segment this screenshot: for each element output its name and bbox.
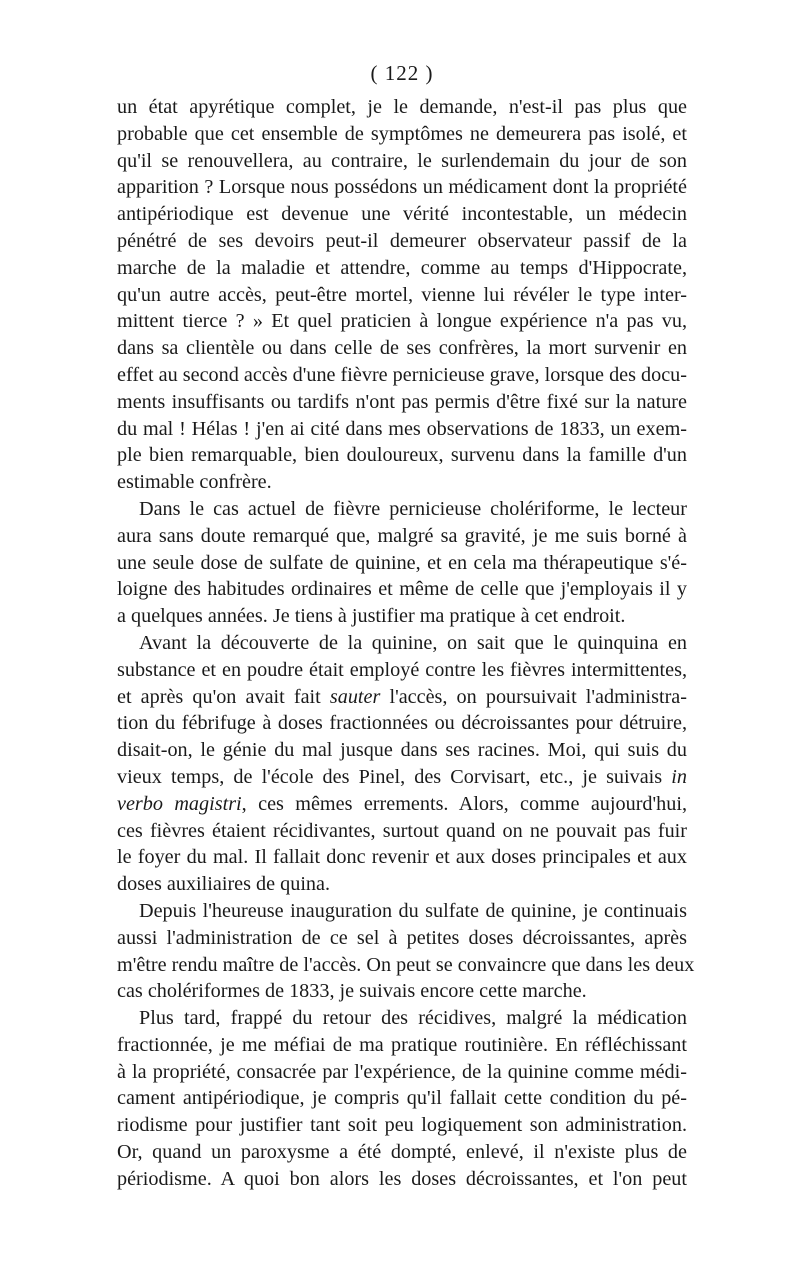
text-line: le foyer du mal. Il fallait donc revenir et aux doses principales et aux xyxy=(117,846,687,869)
text-line: substance et en poudre était employé contre les fièvres intermittentes, xyxy=(117,658,687,681)
text-line: verbo magistri, ces mêmes errements. Alors, comme aujourd'hui, xyxy=(117,792,687,815)
paragraph xyxy=(117,94,687,496)
text-line: qu'il se renouvellera, au contraire, le surlendemain du jour de son xyxy=(117,149,687,172)
text-line: estimable confrère. xyxy=(117,471,272,494)
text-line: loigne des habitudes ordinaires et même de celle que j'employais il y xyxy=(117,578,687,601)
text-line: apparition ? Lorsque nous possédons un médicament dont la propriété xyxy=(117,176,687,199)
text-line: du mal ! Hélas ! j'en ai cité dans mes observations de 1833, un exem- xyxy=(117,417,687,440)
text-line: m'être rendu maître de l'accès. On peut se convaincre que dans les deux xyxy=(117,953,695,976)
text-line: ments insuffisants ou tardifs n'ont pas permis d'être fixé sur la nature xyxy=(117,390,687,413)
text-line: disait-on, le génie du mal jusque dans ses racines. Moi, qui suis du xyxy=(117,739,687,762)
paragraph xyxy=(117,496,687,630)
text-line: et après qu'on avait fait sauter l'accès, on poursuivait l'administra- xyxy=(117,685,687,708)
text-line: pénétré de ses devoirs peut-il demeurer observateur passif de la xyxy=(117,229,687,252)
text-line: tion du fébrifuge à doses fractionnées ou décroissantes pour détruire, xyxy=(117,712,687,735)
page-number: ( 122 ) xyxy=(370,61,434,85)
text-line: dans sa clientèle ou dans celle de ses confrères, la mort survenir en xyxy=(117,337,687,360)
text-line: Or, quand un paroxysme a été dompté, enlevé, il n'existe plus de xyxy=(117,1141,687,1164)
text-line: qu'un autre accès, peut-être mortel, vienne lui révéler le type inter- xyxy=(117,283,687,306)
text-line: une seule dose de sulfate de quinine, et en cela ma thérapeutique s'é- xyxy=(117,551,687,574)
text-line: cas cholériformes de 1833, je suivais encore cette marche. xyxy=(117,980,587,1003)
text-line: antipériodique est devenue une vérité incontestable, un médecin xyxy=(117,203,687,226)
text-line: Depuis l'heureuse inauguration du sulfate de quinine, je continuais xyxy=(139,899,687,922)
text-line: aura sans doute remarqué que, malgré sa gravité, je me suis borné à xyxy=(117,524,687,547)
paragraph xyxy=(117,630,687,898)
text-line: ple bien remarquable, bien douloureux, survenu dans la famille d'un xyxy=(117,444,687,467)
body-text xyxy=(117,94,695,1193)
text-line: périodisme. A quoi bon alors les doses décroissantes, et l'on peut xyxy=(117,1167,687,1190)
text-line: un état apyrétique complet, je le demande, n'est-il pas plus que xyxy=(117,96,687,118)
paragraph xyxy=(117,898,695,1005)
text-line: probable que cet ensemble de symptômes ne demeurera pas isolé, et xyxy=(117,122,687,145)
text-line: Avant la découverte de la quinine, on sait que le quinquina en xyxy=(139,631,687,654)
paragraph xyxy=(117,1005,687,1193)
text-line: Plus tard, frappé du retour des récidives, malgré la médication xyxy=(139,1007,687,1030)
text-line: à la propriété, consacrée par l'expérience, de la quinine comme médi- xyxy=(117,1060,687,1083)
text-line: cament antipériodique, je compris qu'il fallait cette condition du pé- xyxy=(117,1087,687,1110)
text-line: effet au second accès d'une fièvre pernicieuse grave, lorsque des docu- xyxy=(117,363,687,386)
text-line: fractionnée, je me méfiai de ma pratique routinière. En réfléchissant xyxy=(117,1033,687,1056)
text-line: a quelques années. Je tiens à justifier ma pratique à cet endroit. xyxy=(117,605,626,628)
text-line: riodisme pour justifier tant soit peu logiquement son administration. xyxy=(117,1114,687,1137)
text-line: doses auxiliaires de quina. xyxy=(117,873,331,896)
text-line: vieux temps, de l'école des Pinel, des Corvisart, etc., je suivais in xyxy=(117,765,687,788)
text-line: ces fièvres étaient récidivantes, surtout quand on ne pouvait pas fuir xyxy=(117,819,687,842)
book-page xyxy=(117,58,695,1193)
text-line: Dans le cas actuel de fièvre pernicieuse cholériforme, le lecteur xyxy=(139,497,687,520)
text-line: marche de la maladie et attendre, comme au temps d'Hippocrate, xyxy=(117,256,687,279)
text-line: aussi l'administration de ce sel à petites doses décroissantes, après xyxy=(117,926,687,949)
text-line: mittent tierce ? » Et quel praticien à longue expérience n'a pas vu, xyxy=(117,310,687,333)
